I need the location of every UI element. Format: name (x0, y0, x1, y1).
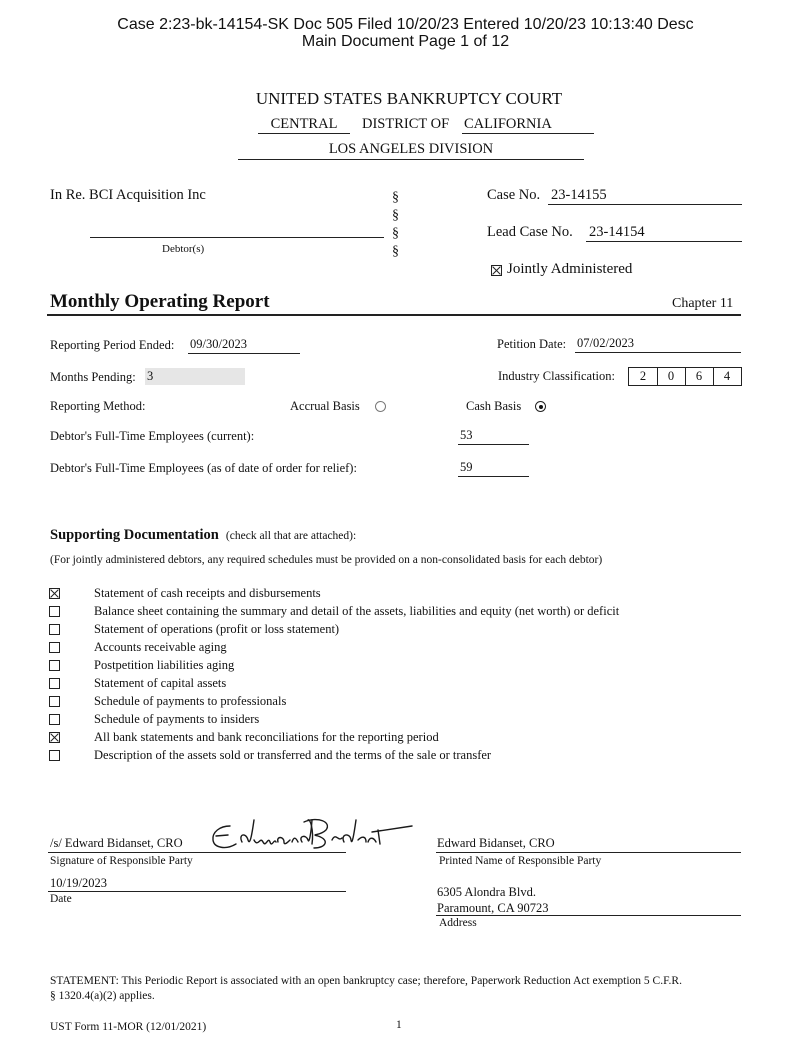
cash-radio[interactable] (535, 401, 546, 412)
report-title: Monthly Operating Report (50, 291, 270, 312)
date-label: Date (50, 893, 72, 905)
section-symbol: § (392, 244, 399, 259)
supporting-checkbox[interactable] (49, 588, 60, 599)
district-prefix: CENTRAL (258, 116, 350, 134)
form-id: UST Form 11-MOR (12/01/2021) (50, 1021, 207, 1033)
printed-name: Edward Bidanset, CRO (437, 836, 555, 850)
supporting-item-label: Schedule of payments to insiders (94, 712, 260, 726)
months-label: Months Pending: (50, 370, 136, 384)
district-state: CALIFORNIA (462, 116, 594, 134)
address-label: Address (439, 917, 477, 929)
title-rule (47, 314, 741, 316)
industry-code-box (628, 367, 742, 386)
supporting-checkbox[interactable] (49, 750, 60, 761)
petition-field: 07/02/2023 (575, 336, 741, 353)
case-no-label: Case No. (487, 187, 541, 203)
supporting-heading-row (50, 527, 356, 544)
industry-digit: 2 (629, 368, 658, 385)
supporting-checkbox[interactable] (49, 696, 60, 707)
industry-digit: 6 (685, 368, 714, 385)
industry-label: Industry Classification: (498, 369, 615, 383)
supporting-heading-note: (check all that are attached): (225, 530, 357, 542)
section-symbol: § (392, 208, 399, 223)
lead-case-field: 23-14154 (586, 224, 742, 242)
supporting-item-label: Description of the assets sold or transferred and the terms of the sale or transfer (94, 748, 492, 762)
debtor-label: Debtor(s) (162, 243, 205, 255)
supporting-checkbox[interactable] (49, 714, 60, 725)
lead-case-label: Lead Case No. (487, 224, 573, 240)
signature-label: Signature of Responsible Party (50, 855, 193, 867)
industry-digit: 4 (723, 369, 731, 383)
supporting-item-label: Balance sheet containing the summary and detail of the assets, liabilities and equity (net worth) or deficit (94, 604, 620, 618)
supporting-checkbox[interactable] (49, 678, 60, 689)
section-symbol: § (392, 190, 399, 205)
emp-relief-label: Debtor's Full-Time Employees (as of date of order for relief): (50, 461, 357, 475)
printed-name-label: Printed Name of Responsible Party (439, 855, 602, 867)
supporting-item-label: All bank statements and bank reconciliations for the reporting period (94, 730, 439, 744)
supporting-item-label: Statement of capital assets (94, 676, 227, 690)
case-no-field: 23-14155 (548, 187, 742, 205)
supporting-item-label: Accounts receivable aging (94, 640, 227, 654)
petition-label: Petition Date: (497, 337, 567, 351)
emp-relief-field: 59 (458, 460, 529, 477)
division: LOS ANGELES DIVISION (238, 141, 584, 160)
filing-header-line2: Main Document Page 1 of 12 (301, 33, 510, 50)
address-line1: 6305 Alondra Blvd. (437, 885, 536, 899)
signature-text: /s/ Edward Bidanset, CRO (50, 836, 183, 850)
jointly-administered-label: Jointly Administered (507, 261, 633, 277)
method-label: Reporting Method: (50, 399, 146, 413)
supporting-item-label: Statement of cash receipts and disbursements (94, 586, 321, 600)
supporting-heading: Supporting Documentation (50, 527, 219, 543)
address-line2: Paramount, CA 90723 (437, 901, 549, 915)
handwritten-signature (208, 812, 414, 856)
period-label: Reporting Period Ended: (50, 338, 175, 352)
supporting-item-label: Statement of operations (profit or loss statement) (94, 622, 340, 636)
debtor-line (90, 237, 384, 238)
address-line (436, 915, 741, 916)
section-symbol: § (392, 226, 399, 241)
emp-current-label: Debtor's Full-Time Employees (current): (50, 429, 255, 443)
court-title: UNITED STATES BANKRUPTCY COURT (255, 89, 563, 108)
signature-line (48, 852, 346, 853)
supporting-checkbox[interactable] (49, 624, 60, 635)
statement-line2: § 1320.4(a)(2) applies. (50, 990, 155, 1002)
supporting-checkbox[interactable] (49, 606, 60, 617)
period-field: 09/30/2023 (188, 337, 300, 354)
date-value: 10/19/2023 (50, 876, 107, 890)
industry-digit: 0 (657, 368, 686, 385)
supporting-item-label: Postpetition liabilities aging (94, 658, 235, 672)
jointly-administered-checkbox[interactable] (491, 265, 502, 276)
supporting-note: (For jointly administered debtors, any required schedules must be provided on a non-consolidated basis for each debtor) (50, 554, 603, 566)
months-field[interactable]: 3 (145, 368, 245, 385)
district-label: DISTRICT OF (362, 116, 450, 132)
printed-name-line (436, 852, 741, 853)
supporting-checkbox[interactable] (49, 732, 60, 743)
filing-header-line1: Case 2:23-bk-14154-SK Doc 505 Filed 10/20/23 Entered 10/20/23 10:13:40 Desc (117, 16, 694, 33)
supporting-checkbox[interactable] (49, 660, 60, 671)
supporting-checkbox[interactable] (49, 642, 60, 653)
accrual-radio[interactable] (375, 401, 386, 412)
emp-current-field: 53 (458, 428, 529, 445)
page-number: 1 (396, 1019, 402, 1031)
date-line (48, 891, 346, 892)
supporting-item-label: Schedule of payments to professionals (94, 694, 287, 708)
statement-line1: STATEMENT: This Periodic Report is associated with an open bankruptcy case; therefore, Paperwork Reduction Act exemption 5 C.F.R. (50, 975, 682, 987)
cash-label: Cash Basis (466, 399, 522, 413)
in-re: In Re. BCI Acquisition Inc (50, 187, 206, 203)
accrual-label: Accrual Basis (290, 399, 360, 413)
chapter-label: Chapter 11 (672, 296, 734, 311)
